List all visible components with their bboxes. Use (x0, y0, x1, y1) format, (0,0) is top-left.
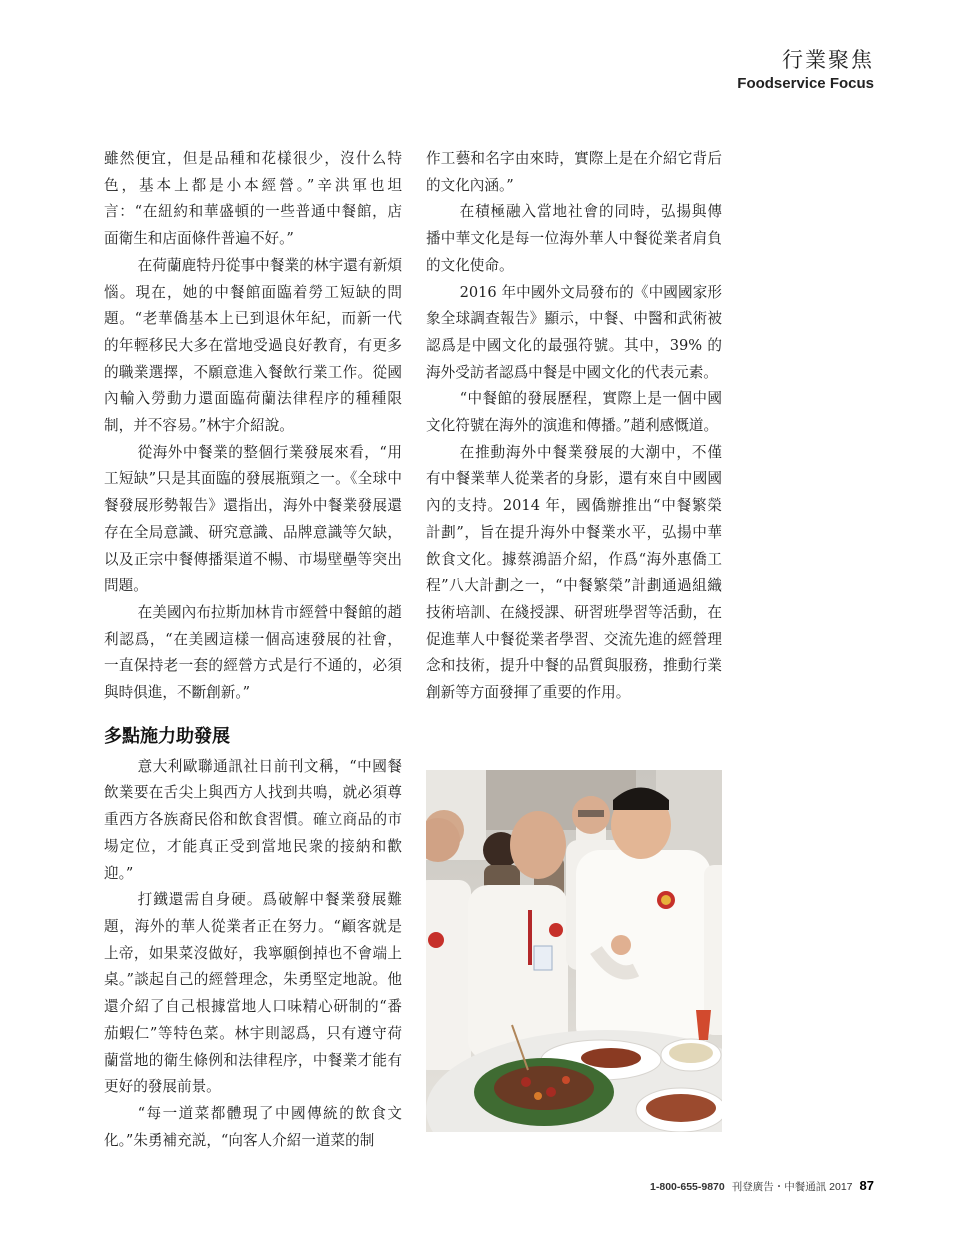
chefs-photo (426, 770, 722, 1132)
paragraph: 2016 年中國外文局發布的《中國國家形象全球調查報告》顯示，中餐、中醫和武術被認爲是中國文化的最强符號。其中，39% 的海外受訪者認爲中餐是中國文化的代表元素。 (426, 283, 722, 381)
chefs-photo-illustration (426, 770, 722, 1132)
subheading: 多點施力助發展 (104, 725, 230, 747)
section-title-chinese: 行業聚焦 (782, 48, 874, 72)
paragraph: 在積極融入當地社會的同時，弘揚與傳播中華文化是每一位海外華人中餐從業者肩負的文化使命。 (426, 203, 722, 274)
paragraph: 在荷蘭鹿特丹從事中餐業的林宇還有新煩惱。現在，她的中餐館面臨着勞工短缺的問題。“老華僑基本上已到退休年紀，而新一代的年輕移民大多在當地受過良好教育，有更多的職業選擇，不願意進入餐飲行業工作。從國內輸入勞動力還面臨荷蘭法律程序的種種限制，并不容易。”林宇介紹說。 (104, 256, 402, 435)
paragraph: 意大利歐聯通訊社日前刊文稱，“中國餐飲業要在舌尖上與西方人找到共鳴，就必須尊重西方各族裔民俗和飲食習慣。確立商品的市場定位，才能真正受到當地民衆的接納和歡迎。” (104, 757, 402, 882)
footer-ad-label: 刊登廣告・中餐通訊 2017 (731, 1181, 853, 1193)
paragraph: 打鐵還需自身硬。爲破解中餐業發展難題，海外的華人從業者正在努力。“顧客就是上帝，如果菜沒做好，我寧願倒掉也不會端上桌。”談起自己的經營理念，朱勇堅定地說。他還介紹了自己根據當地人口味精心研制的“番茄蝦仁”等特色菜。林宇則認爲，只有遵守荷蘭當地的衛生條例和法律程序，中餐業才能有更好的發展前景。 (104, 891, 402, 1096)
page-footer (650, 1178, 874, 1194)
paragraph: “每一道菜都體現了中國傳統的飲食文化。”朱勇補充説，“向客人介紹一道菜的制 (104, 1104, 402, 1149)
paragraph: 在推動海外中餐業發展的大潮中，不僅有中餐業華人從業者的身影，還有來自中國國內的支持。2014 年，國僑辦推出“中餐繁榮計劃”，旨在提升海外中餐業水平，弘揚中華飲食文化。據蔡鴻語介紹，作爲“海外惠僑工程”八大計劃之一，“中餐繁榮”計劃通過組織技術培訓、在綫授課、研習班學習等活動，在促進華人中餐從業者學習、交流先進的經營理念和技術，提升中餐的品質與服務，推動行業創新等方面發揮了重要的作用。 (426, 443, 722, 702)
paragraph: 雖然便宜，但是品種和花樣很少，沒什么特色，基本上都是小本經營。”辛洪軍也坦言：“在紐約和華盛頓的一些普通中餐館，店面衛生和店面條件普遍不好。” (104, 150, 402, 248)
paragraph: 作工藝和名字由來時，實際上是在介紹它背后的文化內涵。” (426, 150, 722, 194)
paragraph: 從海外中餐業的整個行業發展來看，“用工短缺”只是其面臨的發展瓶頸之一。《全球中餐發展形勢報告》還指出，海外中餐業發展還存在全局意識、研究意識、品牌意識等欠缺，以及正宗中餐傳播渠道不暢、市場壁壘等突出問題。 (104, 443, 402, 595)
left-column (104, 146, 402, 1154)
right-column (426, 146, 722, 707)
footer-phone: 1-800-655-9870 (650, 1181, 725, 1193)
page-number: 87 (859, 1178, 874, 1193)
section-header (737, 44, 874, 92)
paragraph: 在美國內布拉斯加林肯市經營中餐館的趙利認爲，“在美國這樣一個高速發展的社會，一直保持老一套的經營方式是行不通的，必須與時俱進，不斷創新。” (104, 603, 402, 702)
paragraph: “中餐館的發展歷程，實際上是一個中國文化符號在海外的演進和傳播。”趙利感慨道。 (426, 390, 722, 435)
section-title-english: Foodservice Focus (737, 75, 874, 92)
